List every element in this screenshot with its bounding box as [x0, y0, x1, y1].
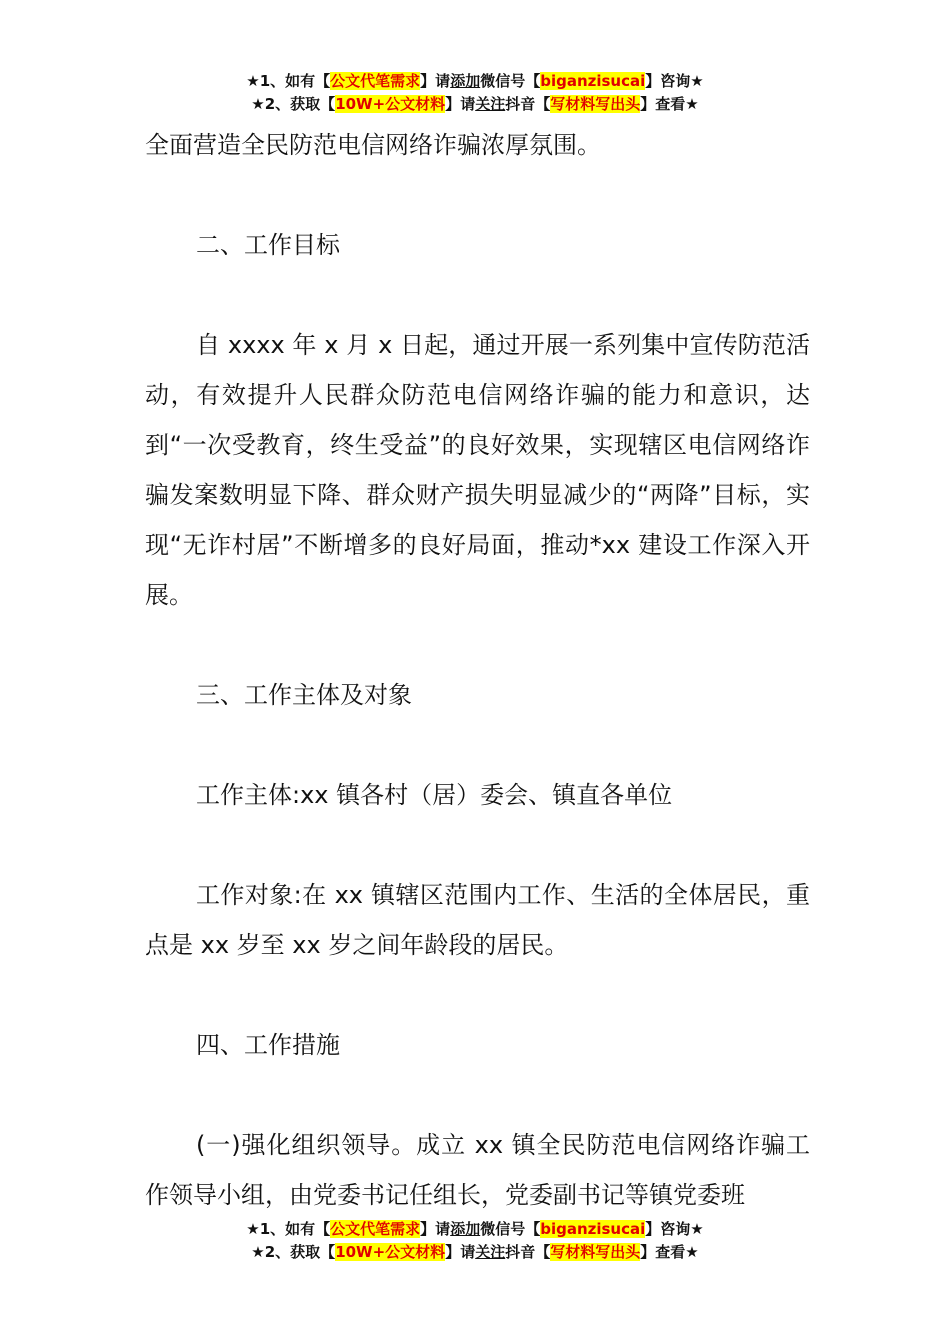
banner-text: ★2、获取【: [251, 95, 336, 113]
footer-banner: [0, 1218, 950, 1264]
document-body: [145, 120, 810, 1220]
banner-highlight: 写材料写出头: [550, 1243, 641, 1261]
banner-line-1: [0, 1218, 950, 1241]
section-heading-measures: 四、工作措施: [196, 1031, 340, 1059]
banner-line-1: [0, 70, 950, 93]
banner-line-2: [0, 93, 950, 116]
banner-text: 微信号【: [480, 72, 541, 90]
section-heading-goals: 二、工作目标: [196, 231, 340, 259]
banner-underlined: 添加: [450, 1220, 481, 1238]
banner-text: 】查看★: [640, 95, 699, 113]
banner-text: 微信号【: [480, 1220, 541, 1238]
banner-text: 】请: [420, 1220, 451, 1238]
paragraph-continued: 全面营造全民防范电信网络诈骗浓厚氛围。: [145, 131, 601, 159]
banner-underlined: 关注: [475, 95, 506, 113]
banner-text: ★1、如有【: [246, 1220, 331, 1238]
banner-highlight: biganzisucai: [540, 72, 646, 90]
banner-text: 】咨询★: [645, 1220, 704, 1238]
paragraph-work-target: 工作对象:在 xx 镇辖区范围内工作、生活的全体居民，重点是 xx 岁至 xx 岁之间年龄段的居民。: [145, 881, 810, 959]
header-banner: [0, 70, 950, 116]
banner-highlight: 写材料写出头: [550, 95, 641, 113]
banner-line-2: [0, 1241, 950, 1264]
banner-text: 】请: [420, 72, 451, 90]
banner-text: ★1、如有【: [246, 72, 331, 90]
banner-highlight: 10W+公文材料: [335, 95, 446, 113]
banner-highlight: 公文代笔需求: [330, 1220, 421, 1238]
paragraph-work-subject: 工作主体:xx 镇各村（居）委会、镇直各单位: [196, 781, 673, 809]
banner-text: 抖音【: [505, 1243, 551, 1261]
paragraph-measure-1: (一)强化组织领导。成立 xx 镇全民防范电信网络诈骗工作领导小组，由党委书记任组长，党委副书记等镇党委班: [145, 1131, 810, 1209]
paragraph-goals: 自 xxxx 年 x 月 x 日起，通过开展一系列集中宣传防范活动，有效提升人民群众防范电信网络诈骗的能力和意识，达到“一次受教育，终生受益”的良好效果，实现辖区电信网络诈骗发案数明显下降、群众财产损失明显减少的“两降”目标，实现“无诈村居”不断增多的良好局面，推动*xx 建设工作深入开展。: [145, 331, 810, 609]
section-heading-subjects: 三、工作主体及对象: [196, 681, 412, 709]
banner-text: 】查看★: [640, 1243, 699, 1261]
banner-underlined: 关注: [475, 1243, 506, 1261]
banner-highlight: 公文代笔需求: [330, 72, 421, 90]
banner-text: 】请: [445, 95, 476, 113]
banner-highlight: biganzisucai: [540, 1220, 646, 1238]
banner-text: ★2、获取【: [251, 1243, 336, 1261]
banner-highlight: 10W+公文材料: [335, 1243, 446, 1261]
banner-underlined: 添加: [450, 72, 481, 90]
banner-text: 抖音【: [505, 95, 551, 113]
banner-text: 】请: [445, 1243, 476, 1261]
banner-text: 】咨询★: [645, 72, 704, 90]
